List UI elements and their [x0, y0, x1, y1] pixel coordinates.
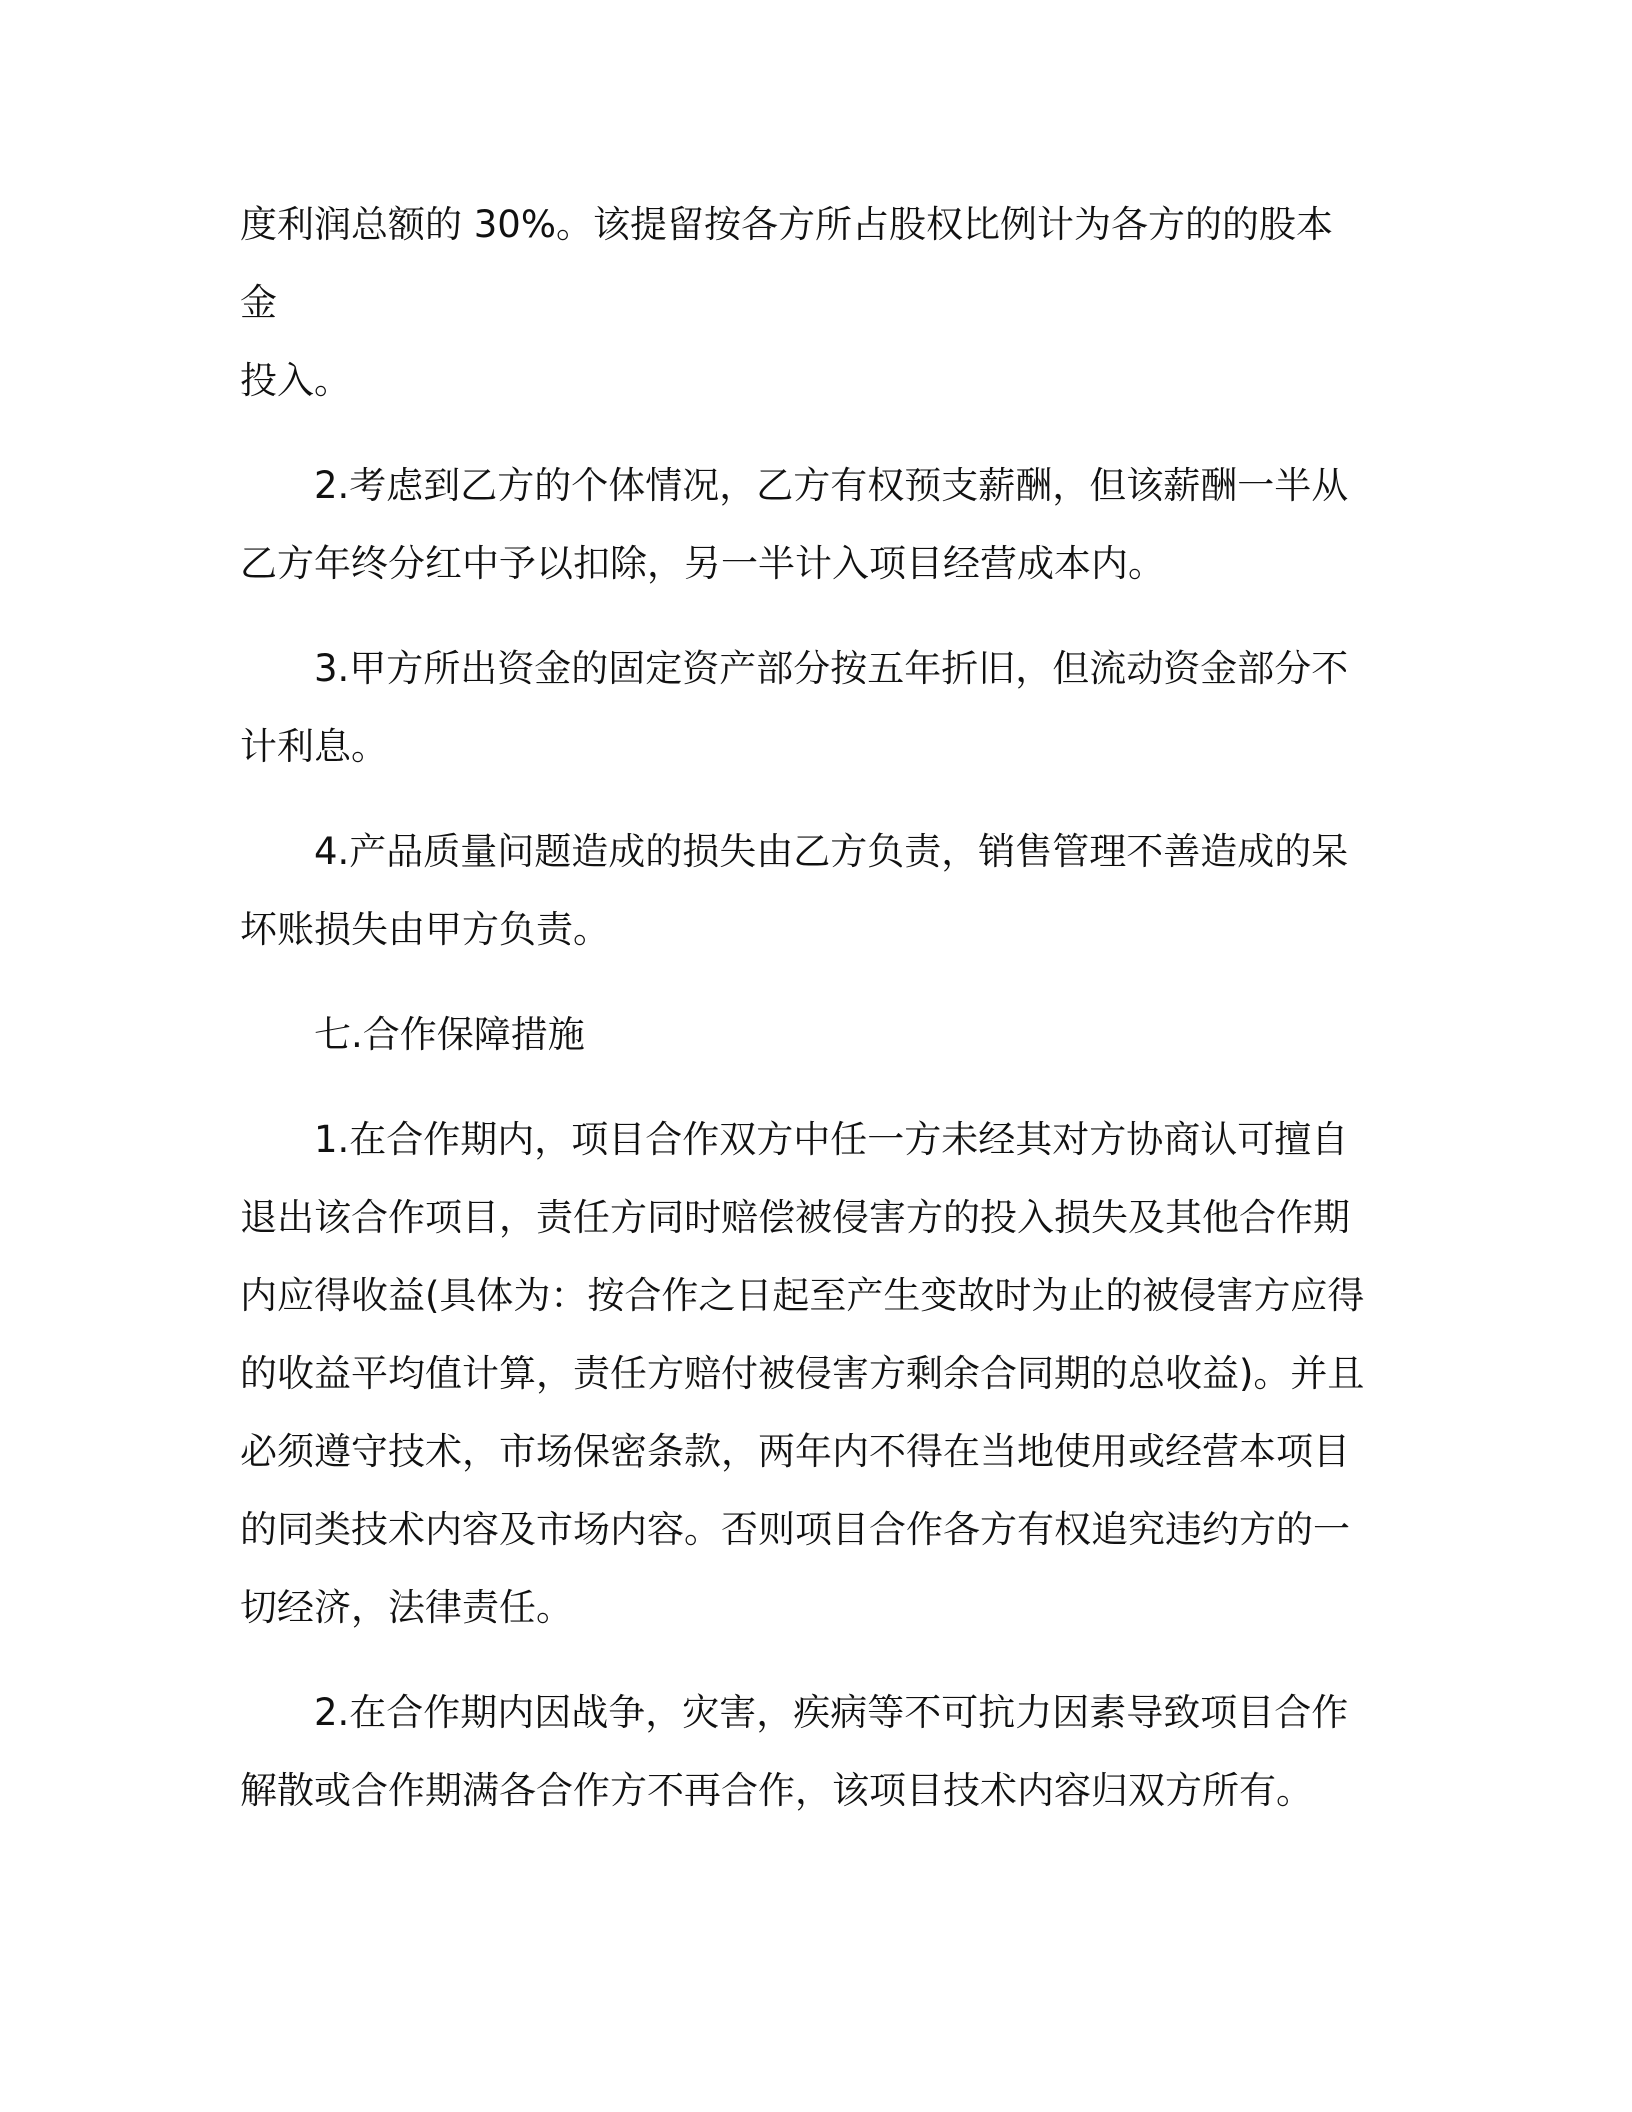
- section-heading-seven: 七.合作保障措施: [314, 1013, 585, 1056]
- document-body: [240, 186, 1365, 1857]
- paragraph-profit-retention: 度利润总额的 30%。该提留按各方所占股权比例计为各方的的股本金 投入。: [240, 203, 1333, 402]
- paragraph-guarantee-1: 1.在合作期内，项目合作双方中任一方未经其对方协商认可擅自 退出该合作项目，责任方同时赔偿被侵害方的投入损失及其他合作期 内应得收益(具体为：按合作之日起至产生变故时为止的被侵害方应得 的收益平均值计算，责任方赔付被侵害方剩余合同期的总收益)。并且 必须遵守技术，市场保密条款，两年内不得在当地使用或经营本项目 的同类技术内容及市场内容。否则项目合作各方有权追究违约方的一 切经济，法律责任。: [240, 1118, 1365, 1629]
- paragraph-clause-3-depreciation: 3.甲方所出资金的固定资产部分按五年折旧，但流动资金部分不 计利息。: [240, 647, 1349, 768]
- paragraph-clause-4-losses: 4.产品质量问题造成的损失由乙方负责，销售管理不善造成的呆 坏账损失由甲方负责。: [240, 830, 1349, 951]
- paragraph-guarantee-2: 2.在合作期内因战争，灾害，疾病等不可抗力因素导致项目合作 解散或合作期满各合作方不再合作，该项目技术内容归双方所有。: [240, 1691, 1349, 1812]
- paragraph-clause-2-salary: 2.考虑到乙方的个体情况，乙方有权预支薪酬，但该薪酬一半从 乙方年终分红中予以扣除，另一半计入项目经营成本内。: [240, 464, 1349, 585]
